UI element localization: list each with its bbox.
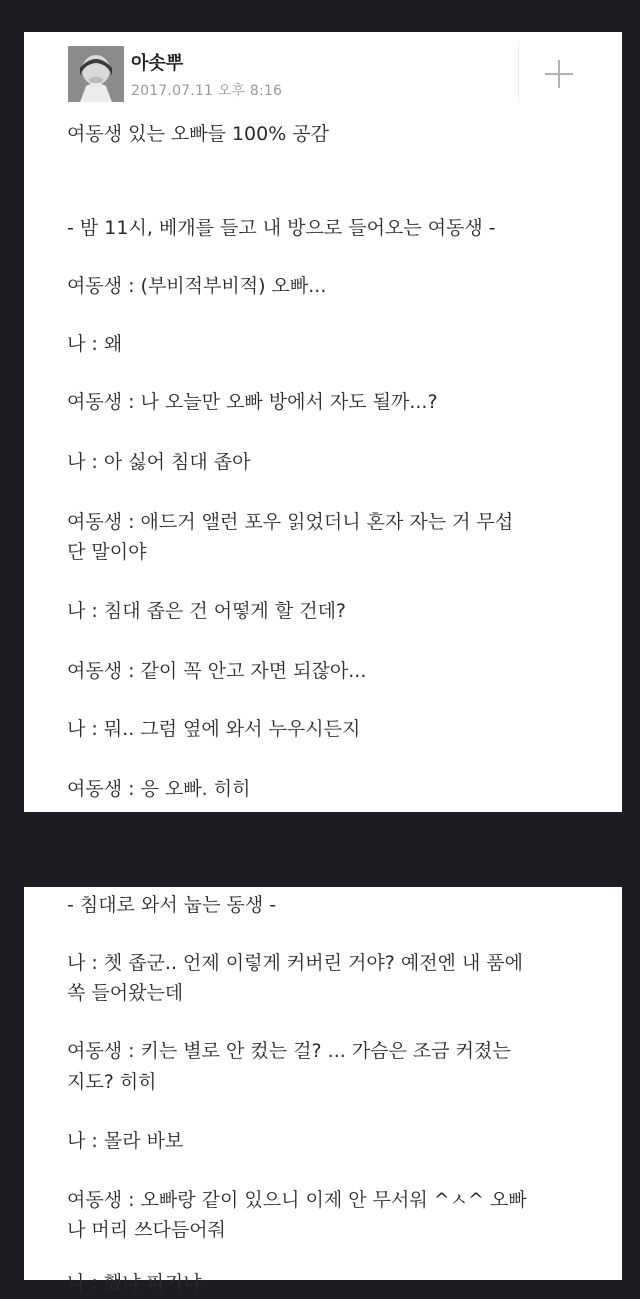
post-line: 여동생 : 응 오빠. 히히	[67, 778, 251, 800]
continuation-line: 쏙 들어왔는데	[67, 982, 184, 1004]
post-line: 여동생 : (부비적부비적) 오빠...	[67, 275, 327, 297]
post-line: - 밤 11시, 베개를 들고 내 방으로 들어오는 여동생 -	[67, 217, 496, 239]
continuation-line: 나 : 쳇 좁군.. 언제 이렇게 커버린 거야? 예전엔 내 품에	[67, 952, 524, 974]
post-title: 여동생 있는 오빠들 100% 공감	[67, 123, 330, 145]
post-line: 여동생 : 나 오늘만 오빠 방에서 자도 될까...?	[67, 391, 438, 413]
continuation-card	[24, 887, 622, 1294]
continuation-line: 나 : 했냐 파기냐	[67, 1272, 202, 1294]
continuation-line: 나 : 몰라 바보	[67, 1130, 184, 1152]
post-card	[24, 32, 622, 812]
continuation-line: 지도? 히히	[67, 1071, 157, 1093]
continuation-line: 여동생 : 키는 별로 안 컸는 걸? ... 가슴은 조금 커졌는	[67, 1040, 511, 1062]
post-line: 여동생 : 같이 꼭 안고 자면 되잖아...	[67, 660, 367, 682]
post-line: 나 : 왜	[67, 333, 123, 355]
post-line: 나 : 뭐.. 그럼 옆에 와서 누우시든지	[67, 718, 361, 740]
post-line: 여동생 : 애드거 앨런 포우 읽었더니 혼자 자는 거 무섭	[67, 511, 514, 533]
continuation-line: 여동생 : 오빠랑 같이 있으니 이제 안 무서워 ^ㅅ^ 오빠	[67, 1189, 527, 1211]
author-name[interactable]: 아솟뿌	[131, 53, 184, 74]
post-line: 나 : 침대 좁은 건 어떻게 할 건데?	[67, 600, 347, 622]
header-divider	[518, 42, 519, 102]
post-line: 단 말이야	[67, 541, 147, 563]
post-line: 나 : 아 싫어 침대 좁아	[67, 451, 251, 473]
add-button[interactable]	[542, 57, 576, 91]
post-date: 2017.07.11 오후 8:16	[131, 83, 283, 99]
continuation-line: 나 머리 쓰다듬어줘	[67, 1219, 226, 1241]
avatar-image-icon	[68, 46, 124, 102]
continuation-line: - 침대로 와서 눕는 동생 -	[67, 894, 277, 916]
author-avatar[interactable]	[68, 46, 124, 102]
